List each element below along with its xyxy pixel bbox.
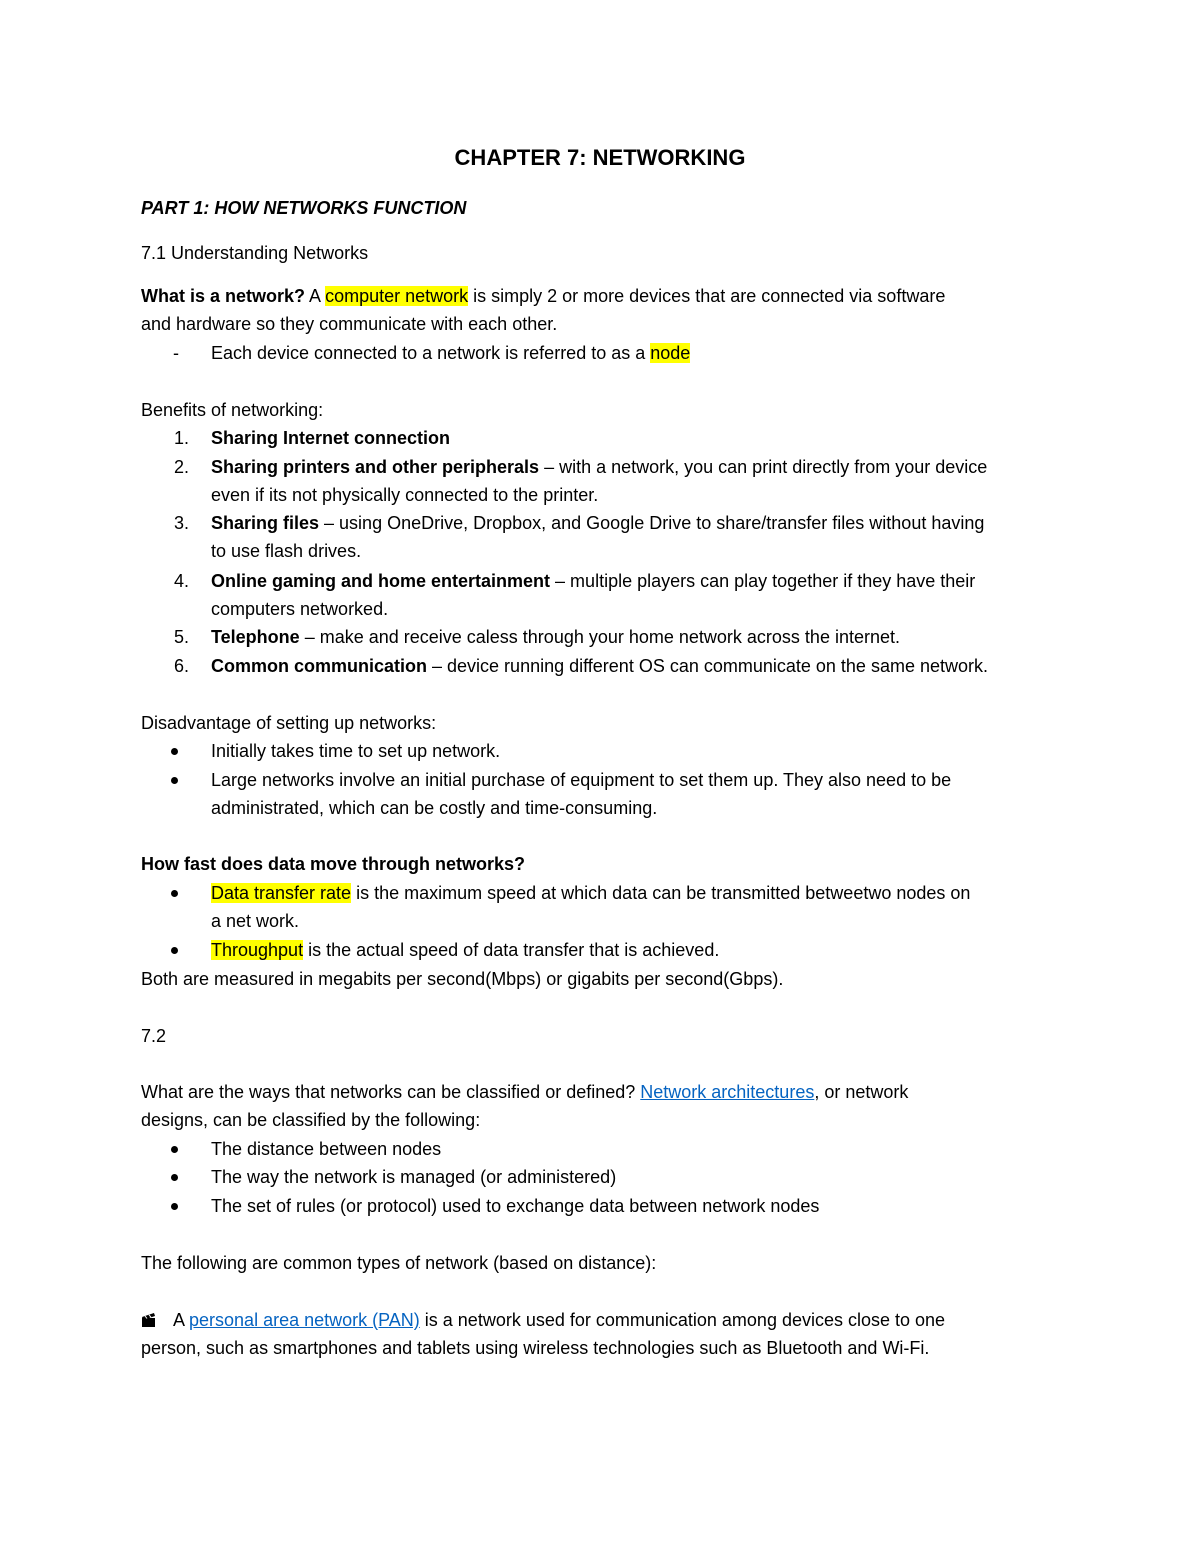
node-list-item — [141, 341, 1041, 365]
bullet-icon — [171, 890, 178, 897]
benefit-title: Sharing files — [211, 513, 320, 533]
text: A — [173, 1310, 190, 1330]
text: is the actual speed of data transfer that is achieved. — [303, 940, 720, 960]
benefit-text — [211, 511, 984, 535]
item-number: 1. — [174, 428, 190, 448]
benefit-text-continued: computers networked. — [211, 599, 389, 619]
benefit-item-2 — [141, 455, 1061, 507]
dash-marker: - — [173, 343, 179, 363]
bullet-icon — [171, 1146, 178, 1153]
classify-item-1 — [141, 1137, 1061, 1161]
item-number: 5. — [174, 627, 190, 647]
disadvantage-text: Initially takes time to set up network. — [211, 741, 501, 761]
network-definition-line-1 — [141, 284, 945, 308]
bullet-icon — [171, 777, 178, 784]
bullet-icon — [171, 947, 178, 954]
benefit-item-4 — [141, 569, 1061, 621]
text: A — [305, 286, 326, 306]
page-title: CHAPTER 7: NETWORKING — [454, 145, 746, 170]
benefit-text — [211, 426, 450, 450]
classify-text: The set of rules (or protocol) used to exchange data between network nodes — [211, 1196, 820, 1216]
benefit-text-continued: even if its not physically connected to the printer. — [211, 485, 599, 505]
benefit-text — [211, 455, 987, 479]
text: is simply 2 or more devices that are connected via software — [468, 286, 946, 306]
item-number: 6. — [174, 656, 190, 676]
benefit-description: – device running different OS can communicate on the same network. — [427, 656, 988, 676]
classify-line-1 — [141, 1080, 908, 1104]
pan-paragraph — [141, 1308, 1061, 1360]
text: , or network — [814, 1082, 909, 1102]
data-transfer-rate-item — [141, 881, 1061, 933]
benefit-title: Telephone — [211, 627, 300, 647]
throughput-text — [211, 938, 719, 962]
item-number: 2. — [174, 457, 190, 477]
film-clapper-icon — [141, 1312, 157, 1328]
part-heading: PART 1: HOW NETWORKS FUNCTION — [141, 198, 467, 218]
pan-line-1 — [173, 1308, 945, 1332]
data-transfer-rate-term: Data transfer rate — [211, 883, 352, 903]
item-number: 4. — [174, 571, 190, 591]
types-heading: The following are common types of network (based on distance): — [141, 1253, 657, 1273]
disadvantage-item-1 — [141, 739, 1061, 763]
pan-line-2: person, such as smartphones and tablets using wireless technologies such as Bluetooth and Wi-Fi. — [141, 1338, 930, 1358]
benefit-description: – with a network, you can print directly from your device — [539, 457, 988, 477]
section-heading-7-1: 7.1 Understanding Networks — [141, 243, 369, 263]
node-definition — [211, 341, 690, 365]
benefit-text — [211, 569, 975, 593]
benefit-title: Common communication — [211, 656, 428, 676]
data-transfer-rate-continued: a net work. — [211, 911, 300, 931]
benefit-text — [211, 654, 988, 678]
disadvantage-text: Large networks involve an initial purchase of equipment to set them up. They also need to be — [211, 770, 952, 790]
throughput-term: Throughput — [211, 940, 304, 960]
benefit-item-1 — [141, 426, 1061, 450]
classify-item-3 — [141, 1194, 1061, 1218]
text: What are the ways that networks can be classified or defined? — [141, 1082, 641, 1102]
classify-item-2 — [141, 1165, 1061, 1189]
text: Each device connected to a network is referred to as a — [211, 343, 651, 363]
section-heading-7-2: 7.2 — [141, 1026, 167, 1046]
measurement-note: Both are measured in megabits per second(Mbps) or gigabits per second(Gbps). — [141, 969, 784, 989]
text: is the maximum speed at which data can be transmitted betweetwo nodes on — [351, 883, 971, 903]
classify-line-2: designs, can be classified by the following: — [141, 1110, 481, 1130]
disadvantage-text-continued: administrated, which can be costly and time-consuming. — [211, 798, 658, 818]
network-definition-line-2: and hardware so they communicate with each other. — [141, 314, 558, 334]
benefit-title: Sharing printers and other peripherals — [211, 457, 540, 477]
benefit-title: Online gaming and home entertainment — [211, 571, 551, 591]
benefits-heading: Benefits of networking: — [141, 400, 324, 420]
benefit-title: Sharing Internet connection — [211, 428, 451, 448]
data-transfer-rate-text — [211, 881, 970, 905]
disadvantages-heading: Disadvantage of setting up networks: — [141, 713, 437, 733]
pan-link[interactable]: personal area network (PAN) — [189, 1310, 420, 1330]
throughput-item — [141, 938, 1061, 962]
benefit-item-6 — [141, 654, 1061, 678]
bullet-icon — [171, 1174, 178, 1181]
bullet-icon — [171, 748, 178, 755]
speed-heading: How fast does data move through networks? — [141, 854, 526, 874]
node-term: node — [650, 343, 691, 363]
classify-text: The way the network is managed (or administered) — [211, 1167, 617, 1187]
computer-network-term: computer network — [325, 286, 469, 306]
network-architectures-link[interactable]: Network architectures — [640, 1082, 815, 1102]
bullet-icon — [171, 1203, 178, 1210]
benefit-text-continued: to use flash drives. — [211, 541, 362, 561]
benefit-description: – using OneDrive, Dropbox, and Google Drive to share/transfer files without having — [319, 513, 985, 533]
network-question: What is a network? — [141, 286, 306, 306]
benefit-description: – multiple players can play together if they have their — [550, 571, 976, 591]
classify-text: The distance between nodes — [211, 1139, 442, 1159]
benefit-text — [211, 625, 900, 649]
benefit-item-3 — [141, 511, 1061, 563]
disadvantage-item-2 — [141, 768, 1061, 820]
text: is a network used for communication among devices close to one — [419, 1310, 946, 1330]
item-number: 3. — [174, 513, 190, 533]
benefit-description: – make and receive caless through your home network across the internet. — [299, 627, 900, 647]
benefit-item-5 — [141, 625, 1061, 649]
